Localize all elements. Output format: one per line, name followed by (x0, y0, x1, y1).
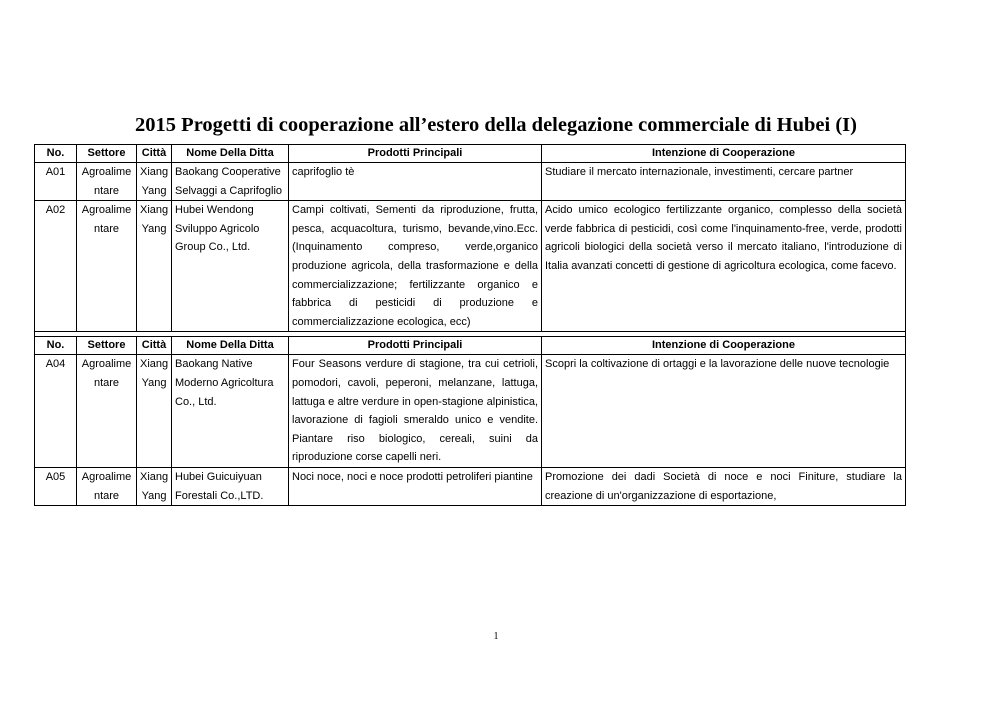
table-header-row (35, 337, 906, 355)
cell-sector: Agroalimentare (77, 355, 137, 468)
cell-sector: Agroalimentare (77, 467, 137, 505)
header-intent: Intenzione di Cooperazione (542, 145, 906, 163)
cell-products: Campi coltivati, Sementi da riproduzione, frutta, pesca, acquacoltura, turismo, bevande,vino.Ecc.(Inquinamento compreso, verde,organico produzione agricola, della trasformazione e della commercializzazione; fertilizzante organico e fabbrica di pesticidi di produzione e commercializzazione ecologica, ecc) (289, 201, 542, 332)
cell-no: A05 (35, 467, 77, 505)
cell-no: A04 (35, 355, 77, 468)
table-row (35, 355, 906, 468)
cell-city: Xiang Yang (137, 467, 172, 505)
cell-intent: Scopri la coltivazione di ortaggi e la lavorazione delle nuove tecnologie (542, 355, 906, 468)
header-company: Nome Della Ditta (172, 337, 289, 355)
cell-company: Baokang Native Moderno Agricoltura Co., Ltd. (172, 355, 289, 468)
table-row (35, 467, 906, 505)
header-products: Prodotti Principali (289, 337, 542, 355)
header-products: Prodotti Principali (289, 145, 542, 163)
table-row (35, 163, 906, 201)
cell-city: Xiang Yang (137, 201, 172, 332)
cell-products: Noci noce, noci e noce prodotti petroliferi piantine (289, 467, 542, 505)
cell-sector: Agroalimentare (77, 163, 137, 201)
table-row (35, 201, 906, 332)
cell-products: Four Seasons verdure di stagione, tra cui cetrioli, pomodori, cavoli, peperoni, melanzane, lattuga, lattuga e altre verdure in open-stagione alpinistica, lavorazione di fagioli smeraldo unico e vendite. Piantare riso biologico, cereali, suini da riproduzione corse capelli neri. (289, 355, 542, 468)
cell-city: Xiang Yang (137, 163, 172, 201)
table-header-row (35, 145, 906, 163)
cell-intent: Promozione dei dadi Società di noce e noci Finiture, studiare la creazione di un'organizzazione di esportazione, (542, 467, 906, 505)
header-intent: Intenzione di Cooperazione (542, 337, 906, 355)
header-sector: Settore (77, 145, 137, 163)
header-no: No. (35, 145, 77, 163)
cell-city: Xiang Yang (137, 355, 172, 468)
header-no: No. (35, 337, 77, 355)
projects-table (34, 144, 906, 506)
header-sector: Settore (77, 337, 137, 355)
document-title: 2015 Progetti di cooperazione all’estero della delegazione commerciale di Hubei (I) (135, 114, 857, 136)
cell-company: Hubei Guicuiyuan Forestali Co.,LTD. (172, 467, 289, 505)
cell-company: Baokang Cooperative Selvaggi a Caprifoglio (172, 163, 289, 201)
cell-products: caprifoglio tè (289, 163, 542, 201)
header-city: Città (137, 145, 172, 163)
cell-sector: Agroalimentare (77, 201, 137, 332)
header-company: Nome Della Ditta (172, 145, 289, 163)
cell-company: Hubei Wendong Sviluppo Agricolo Group Co., Ltd. (172, 201, 289, 332)
cell-no: A02 (35, 201, 77, 332)
cell-intent: Studiare il mercato internazionale, investimenti, cercare partner (542, 163, 906, 201)
cell-intent: Acido umico ecologico fertilizzante organico, complesso della società verde fabbrica di pesticidi, così come l'inquinamento-free, verde, prodotti agricoli biologici della società verso il mercato italiano, l'introduzione di Italia avanzati concetti di gestione di agricoltura ecologica, come facevo. (542, 201, 906, 332)
cell-no: A01 (35, 163, 77, 201)
header-city: Città (137, 337, 172, 355)
page-number: 1 (493, 631, 499, 642)
